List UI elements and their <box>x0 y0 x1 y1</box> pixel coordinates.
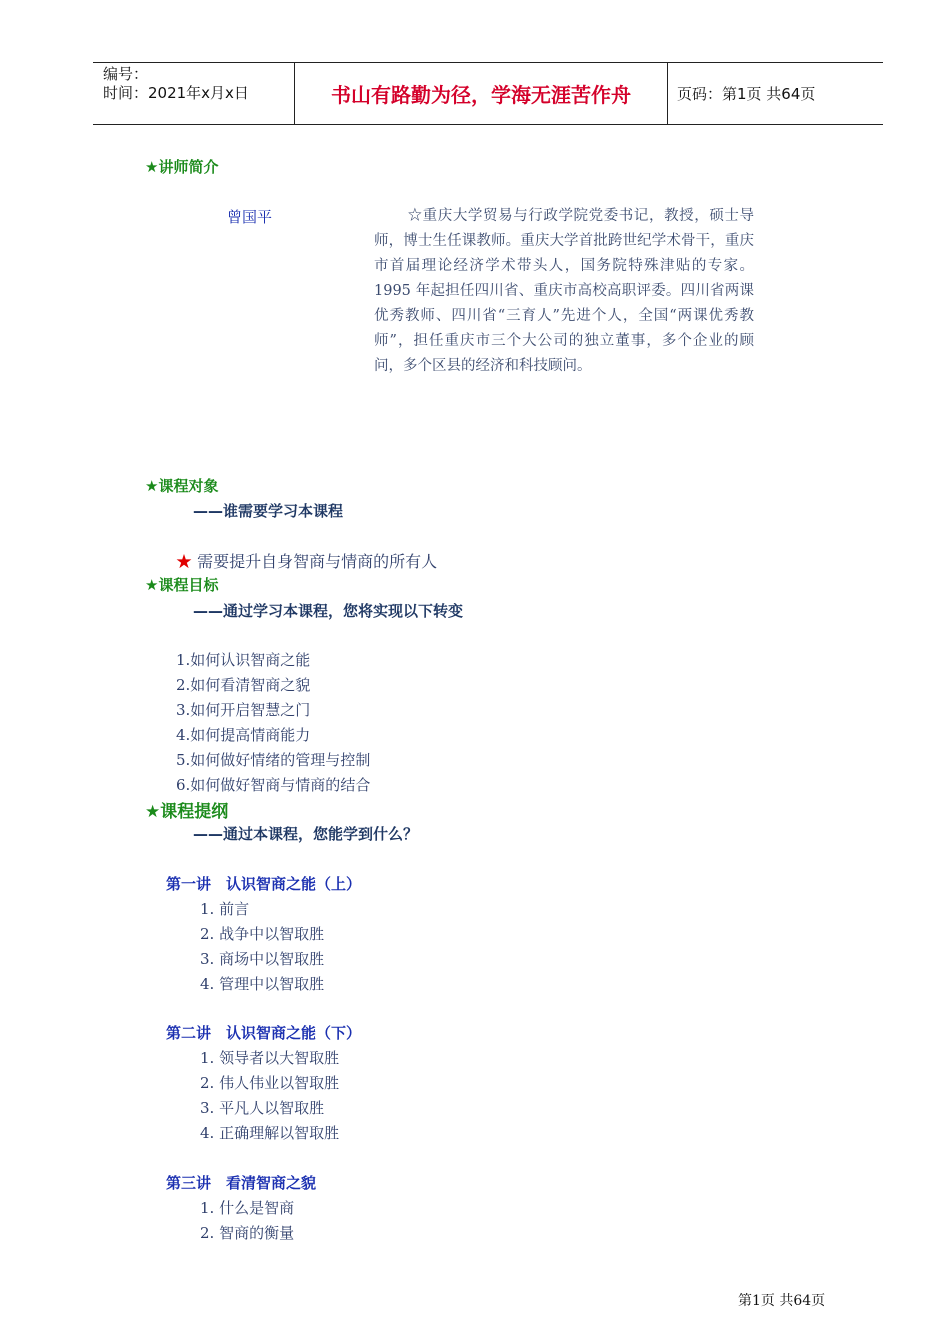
audience-subheading: ——谁需要学习本课程 <box>193 502 344 520</box>
lecture-item: 1. 什么是智商 <box>200 1199 295 1217</box>
time-label: 时间：2021年x月x日 <box>103 84 249 102</box>
audience-heading: ★课程对象 <box>145 477 219 495</box>
lecture-title: 第三讲 看清智商之貌 <box>166 1174 317 1192</box>
lecture-item: 2. 战争中以智取胜 <box>200 925 325 943</box>
goal-item: 1.如何认识智商之能 <box>176 651 311 669</box>
outline-heading: ★课程提纲 <box>145 802 229 822</box>
lecture-title: 第二讲 认识智商之能（下） <box>166 1024 362 1042</box>
goals-subheading: ——通过学习本课程，您将实现以下转变 <box>193 602 464 620</box>
lecture-item: 4. 正确理解以智取胜 <box>200 1124 340 1142</box>
header-table <box>93 62 883 125</box>
lecture-item: 3. 商场中以智取胜 <box>200 950 325 968</box>
instructor-bio <box>374 204 754 379</box>
lecture-item: 3. 平凡人以智取胜 <box>200 1099 325 1117</box>
goal-item: 2.如何看清智商之貌 <box>176 676 311 694</box>
header-meta <box>103 65 249 103</box>
goal-item: 6.如何做好智商与情商的结合 <box>176 776 371 794</box>
goals-heading: ★课程目标 <box>145 576 219 594</box>
lecture-item: 1. 前言 <box>200 900 250 918</box>
header-divider <box>667 63 668 124</box>
lecture-title: 第一讲 认识智商之能（上） <box>166 875 362 893</box>
instructor-bio-text: ☆重庆大学贸易与行政学院党委书记，教授，硕士导师，博士生任课教师。重庆大学首批跨世纪学术骨干，重庆市首届理论经济学术带头人，国务院特殊津贴的专家。 1995 年起担任四川省、重庆市高校高职评委。四川省两课优秀教师、四川省“三育人”先进个人，全国“两课优秀教师”，担任重庆市三个大公司的独立董事，多个企业的顾问，多个区县的经济和科技顾问。 <box>374 208 754 374</box>
goal-item: 5.如何做好情绪的管理与控制 <box>176 751 371 769</box>
lecture-item: 4. 管理中以智取胜 <box>200 975 325 993</box>
audience-item-text: 需要提升自身智商与情商的所有人 <box>197 552 438 571</box>
goal-item: 3.如何开启智慧之门 <box>176 701 311 719</box>
audience-item <box>176 549 437 572</box>
lecture-item: 2. 智商的衡量 <box>200 1224 295 1242</box>
lecture-item: 1. 领导者以大智取胜 <box>200 1049 340 1067</box>
instructor-name: 曾国平 <box>227 208 273 226</box>
outline-subheading: ——通过本课程，您能学到什么？ <box>193 825 419 843</box>
goal-item: 4.如何提高情商能力 <box>176 726 311 744</box>
lecture-item: 2. 伟人伟业以智取胜 <box>200 1074 340 1092</box>
number-label: 编号： <box>103 65 149 83</box>
instructor-heading: ★讲师简介 <box>145 158 219 176</box>
header-motto: 书山有路勤为径，学海无涯苦作舟 <box>331 83 631 107</box>
header-page-label: 页码：第1页 共64页 <box>677 85 816 103</box>
footer-page-label: 第1页 共64页 <box>738 1293 826 1309</box>
red-star-icon: ★ <box>176 552 193 571</box>
